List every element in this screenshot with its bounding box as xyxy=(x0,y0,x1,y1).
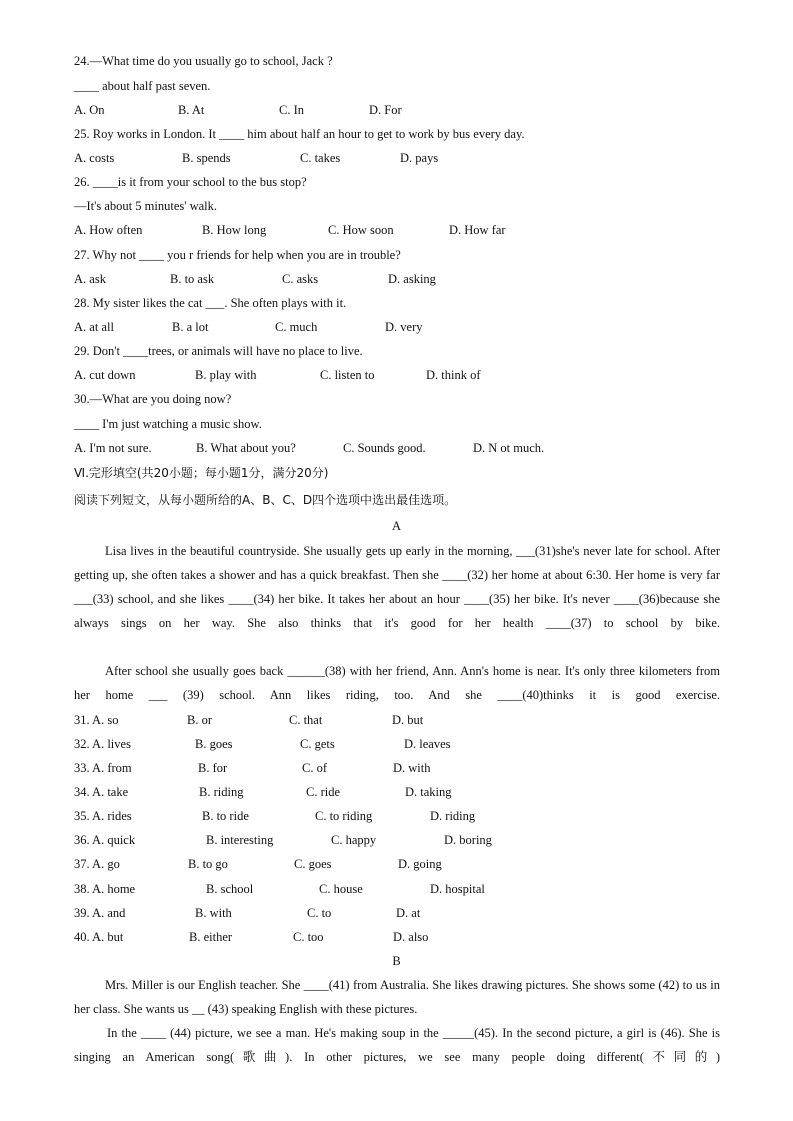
passage-b-paragraph-1: Mrs. Miller is our English teacher. She ____(41) from Australia. She likes drawing pictures. She shows some (42) to us in her class. She wants us __ (43) speaking English with these pictures. xyxy=(74,978,720,1016)
option-b: B. riding xyxy=(199,785,244,799)
cloze-options-35 xyxy=(74,808,720,824)
option-b: B. with xyxy=(195,906,232,920)
option-c: C. that xyxy=(289,713,323,727)
option-d: D. hospital xyxy=(430,882,485,896)
option-b: B. play with xyxy=(195,368,257,382)
option-a: 39. A. and xyxy=(74,906,126,920)
option-d: D. going xyxy=(398,857,442,871)
cloze-options-31 xyxy=(74,712,720,728)
option-b: B. What about you? xyxy=(196,441,296,455)
option-c: C. gets xyxy=(300,737,335,751)
passage-b-paragraph-2: In the ____ (44) picture, we see a man. He's making soup in the _____(45). In the second picture, a girl is (46). She is singing an American song(歌曲). In other pictures, we see many people doing different(不同的) xyxy=(74,1026,720,1064)
question-27: 27. Why not ____ you r friends for help when you are in trouble? xyxy=(74,248,401,262)
option-a: 31. A. so xyxy=(74,713,119,727)
option-a: A. On xyxy=(74,103,105,117)
option-d: D. riding xyxy=(430,809,476,823)
option-d: D. very xyxy=(385,320,423,334)
option-d: D. also xyxy=(393,930,429,944)
option-d: D. How far xyxy=(449,223,506,237)
option-a: 32. A. lives xyxy=(74,737,131,751)
option-d: D. think of xyxy=(426,368,481,382)
option-c: C. to xyxy=(307,906,332,920)
option-c: C. house xyxy=(319,882,363,896)
option-b: B. school xyxy=(206,882,254,896)
option-c: C. happy xyxy=(331,833,377,847)
option-d: D. with xyxy=(393,761,431,775)
cloze-options-37 xyxy=(74,856,720,872)
question-30-answer-line: ____ I'm just watching a music show. xyxy=(74,417,262,431)
cloze-options-32 xyxy=(74,736,720,752)
question-25: 25. Roy works in London. It ____ him about half an hour to get to work by bus every day. xyxy=(74,127,525,141)
option-a: 34. A. take xyxy=(74,785,129,799)
section-instruction: 阅读下列短文，从每小题所给的A、B、C、D四个选项中选出最佳选项。 xyxy=(74,493,457,507)
option-a: 38. A. home xyxy=(74,882,136,896)
option-b: B. either xyxy=(189,930,233,944)
cloze-options-40 xyxy=(74,929,720,945)
cloze-options-38 xyxy=(74,881,720,897)
option-c: C. listen to xyxy=(320,368,375,382)
option-c: C. asks xyxy=(282,272,319,286)
option-c: C. much xyxy=(275,320,318,334)
option-a: 36. A. quick xyxy=(74,833,136,847)
option-c: C. of xyxy=(302,761,327,775)
option-a: 37. A. go xyxy=(74,857,120,871)
question-26-options xyxy=(74,222,720,238)
option-d: D. taking xyxy=(405,785,452,799)
passage-b-label: B xyxy=(392,954,401,968)
cloze-options-39 xyxy=(74,905,720,921)
option-b: B. or xyxy=(187,713,212,727)
option-a: A. costs xyxy=(74,151,115,165)
option-c: C. takes xyxy=(300,151,341,165)
option-d: D. leaves xyxy=(404,737,451,751)
option-c: C. too xyxy=(293,930,324,944)
option-b: B. to go xyxy=(188,857,228,871)
option-a: A. I'm not sure. xyxy=(74,441,152,455)
question-30-options xyxy=(74,440,720,456)
option-b: B. to ride xyxy=(202,809,249,823)
question-29-options xyxy=(74,367,720,383)
question-30: 30.—What are you doing now? xyxy=(74,392,232,406)
question-27-options xyxy=(74,271,720,287)
option-c: C. to riding xyxy=(315,809,373,823)
option-d: D. at xyxy=(396,906,421,920)
option-c: C. ride xyxy=(306,785,341,799)
question-28: 28. My sister likes the cat ___. She often plays with it. xyxy=(74,296,347,310)
option-a: 35. A. rides xyxy=(74,809,132,823)
question-29: 29. Don't ____trees, or animals will have no place to live. xyxy=(74,344,363,358)
option-a: 33. A. from xyxy=(74,761,132,775)
cloze-options-33 xyxy=(74,760,720,776)
question-28-options xyxy=(74,319,720,335)
option-b: B. spends xyxy=(182,151,231,165)
option-c: C. How soon xyxy=(328,223,394,237)
option-d: D. but xyxy=(392,713,424,727)
passage-a-paragraph-1: Lisa lives in the beautiful countryside. She usually gets up early in the morning, ___(31)she's never late for school. After getting up, she often takes a shower and has a quick breakfast. Then she ____(32) her home at about 6:30. Her home is very far ___(33) school, and she likes ____(34) her bike. It takes her about an hour ____(35) her bike. It's never ____(36)because she always sings on her way. She also thinks that it's good for her health ____(37) to school by bike. xyxy=(74,544,720,630)
option-b: B. interesting xyxy=(206,833,274,847)
question-25-options xyxy=(74,150,720,166)
passage-a-label: A xyxy=(391,519,402,533)
option-c: C. In xyxy=(279,103,304,117)
option-b: B. goes xyxy=(195,737,233,751)
option-c: C. goes xyxy=(294,857,332,871)
option-d: D. N ot much. xyxy=(473,441,545,455)
option-a: A. How often xyxy=(74,223,143,237)
cloze-options-36 xyxy=(74,832,720,848)
option-d: D. asking xyxy=(388,272,436,286)
option-b: B. for xyxy=(198,761,228,775)
passage-a-paragraph-2: After school she usually goes back ______(38) with her friend, Ann. Ann's home is near. It's only three kilometers from her home ___ (39) school. Ann likes riding, too. And she ____(40)thinks it is good exercise. xyxy=(74,664,720,702)
question-24-answer-line: ____ about half past seven. xyxy=(74,79,211,93)
question-26: 26. ____is it from your school to the bus stop? xyxy=(74,175,307,189)
option-d: D. For xyxy=(369,103,402,117)
option-b: B. How long xyxy=(202,223,267,237)
cloze-options-34 xyxy=(74,784,720,800)
option-b: B. a lot xyxy=(172,320,209,334)
option-a: A. at all xyxy=(74,320,114,334)
option-a: A. cut down xyxy=(74,368,136,382)
option-d: D. pays xyxy=(400,151,439,165)
question-24-options xyxy=(74,102,720,118)
option-d: D. boring xyxy=(444,833,492,847)
option-b: B. At xyxy=(178,103,205,117)
section-title: Ⅵ.完形填空(共20小题；每小题1分，满分20分) xyxy=(74,466,329,480)
question-24: 24.—What time do you usually go to school, Jack ? xyxy=(74,54,333,68)
question-26-answer-line: —It's about 5 minutes' walk. xyxy=(74,199,218,213)
option-a: A. ask xyxy=(74,272,106,286)
option-a: 40. A. but xyxy=(74,930,124,944)
option-b: B. to ask xyxy=(170,272,215,286)
option-c: C. Sounds good. xyxy=(343,441,426,455)
